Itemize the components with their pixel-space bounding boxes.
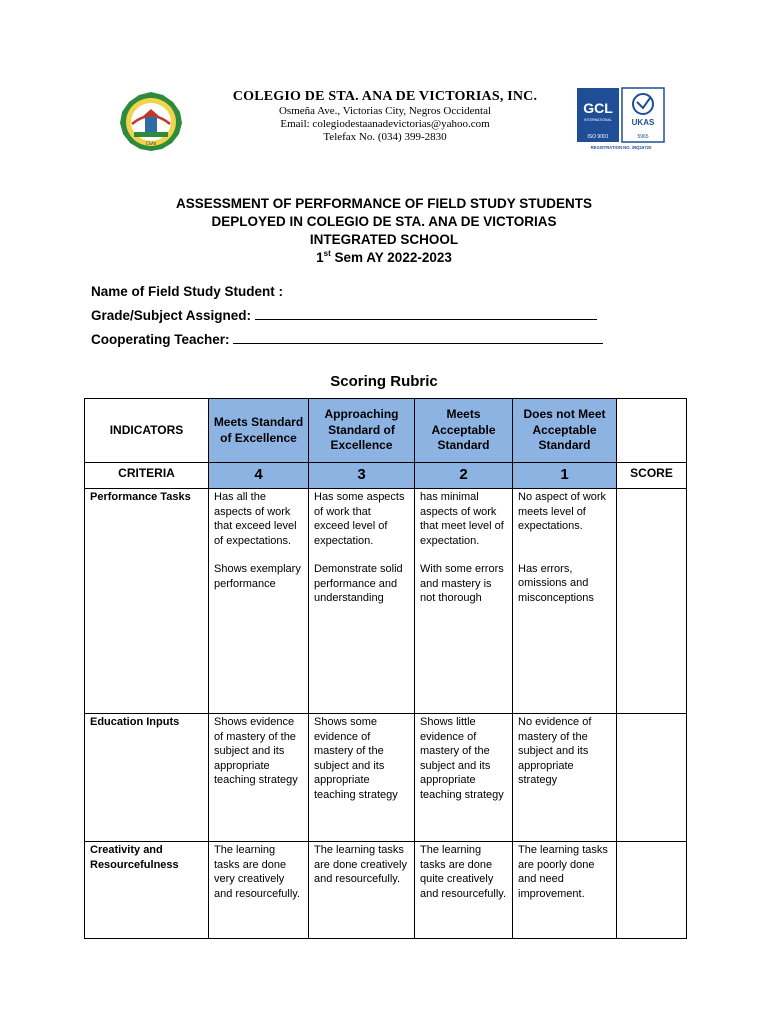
- semester-ordinal: st: [323, 249, 331, 258]
- rubric-row-creativity: [85, 842, 687, 939]
- gcl-text: GCL: [583, 100, 613, 116]
- level-2-header: Meets Acceptable Standard: [415, 399, 513, 463]
- descriptor-text: Shows exemplary performance: [214, 563, 301, 590]
- scoring-rubric-table: [84, 398, 687, 939]
- descriptor-cell: [209, 489, 309, 714]
- student-name-field[interactable]: [91, 282, 631, 306]
- score-input-cell[interactable]: [617, 489, 687, 714]
- level-3-header: Approaching Standard of Excellence: [309, 399, 415, 463]
- descriptor-text: With some errors and mastery is not thorough: [420, 563, 504, 604]
- points-3: 3: [309, 463, 415, 489]
- gcl-international-text: INTERNATIONAL: [584, 118, 612, 122]
- descriptor-text: Has all the aspects of work that exceed level of expectations.: [214, 491, 297, 547]
- registration-text: REGISTRATION NO. 39Q16720: [590, 145, 652, 150]
- semester-text: Sem AY 2022-2023: [330, 250, 452, 265]
- descriptor-text: has minimal aspects of work that meet level of expectation.: [420, 491, 504, 547]
- descriptor-text: Demonstrate solid performance and understanding: [314, 563, 403, 604]
- semester-number: 1: [316, 250, 324, 265]
- descriptor-cell: The learning tasks are done creatively and resourcefully.: [309, 842, 415, 939]
- descriptor-cell: No evidence of mastery of the subject and its appropriate strategy: [513, 714, 617, 842]
- cooperating-teacher-field[interactable]: [91, 330, 631, 354]
- school-seal-logo: [118, 90, 184, 152]
- level-1-header: Does not Meet Acceptable Standard: [513, 399, 617, 463]
- level-4-header: Meets Standard of Excellence: [209, 399, 309, 463]
- ukas-text: UKAS: [631, 118, 655, 127]
- grade-subject-blank-line[interactable]: [255, 308, 597, 320]
- descriptor-cell: [415, 489, 513, 714]
- school-email: Email: colegiodestaanadevictorias@yahoo.com: [280, 118, 490, 130]
- descriptor-cell: Shows evidence of mastery of the subject and its appropriate teaching strategy: [209, 714, 309, 842]
- title-line-1: ASSESSMENT OF PERFORMANCE OF FIELD STUDY STUDENTS: [175, 196, 593, 211]
- indicator-name: Performance Tasks: [85, 489, 209, 714]
- rubric-row-education-inputs: [85, 714, 687, 842]
- descriptor-text: Has errors, omissions and misconceptions: [518, 562, 594, 604]
- school-info: [190, 88, 580, 144]
- student-info-fields: [91, 282, 631, 354]
- indicator-name: Creativity and Resourcefulness: [85, 842, 209, 939]
- descriptor-cell: The learning tasks are done quite creatively and resourcefully.: [415, 842, 513, 939]
- letterhead: [0, 86, 768, 156]
- descriptor-cell: [309, 489, 415, 714]
- score-header: SCORE: [617, 463, 687, 489]
- school-address: Osmeña Ave., Victorias City, Negros Occidental: [278, 105, 492, 117]
- score-input-cell[interactable]: [617, 714, 687, 842]
- title-semester: [0, 249, 768, 267]
- cooperating-teacher-blank-line[interactable]: [233, 332, 603, 344]
- svg-text:CSAV: CSAV: [145, 141, 157, 146]
- descriptor-cell: The learning tasks are poorly done and need improvement.: [513, 842, 617, 939]
- grade-subject-label: Grade/Subject Assigned:: [91, 308, 255, 323]
- descriptor-text: Has some aspects of work that exceed level of expectation.: [314, 491, 405, 547]
- descriptor-cell: The learning tasks are done very creatively and resourcefully.: [209, 842, 309, 939]
- title-line-2: DEPLOYED IN COLEGIO DE STA. ANA DE VICTORIAS: [211, 214, 557, 229]
- header-score-blank: [617, 399, 687, 463]
- student-name-label: Name of Field Study Student :: [91, 284, 284, 299]
- indicator-name: Education Inputs: [85, 714, 209, 842]
- cooperating-teacher-label: Cooperating Teacher:: [91, 332, 234, 347]
- school-name: COLEGIO DE STA. ANA DE VICTORIAS, INC.: [232, 89, 538, 104]
- descriptor-cell: [513, 489, 617, 714]
- descriptor-cell: Shows little evidence of mastery of the subject and its appropriate teaching strategy: [415, 714, 513, 842]
- rubric-criteria-row: [85, 463, 687, 489]
- document-title: [0, 195, 768, 267]
- rubric-row-performance-tasks: [85, 489, 687, 714]
- title-line-3: INTEGRATED SCHOOL: [309, 232, 459, 247]
- descriptor-text: No aspect of work meets level of expectations.: [518, 491, 607, 532]
- rubric-header-row: [85, 399, 687, 463]
- iso-certification-logo: [576, 87, 666, 151]
- indicators-header: INDICATORS: [85, 399, 209, 463]
- grade-subject-field[interactable]: [91, 306, 631, 330]
- iso-text: ISO 9001: [587, 134, 609, 140]
- criteria-header: CRITERIA: [85, 463, 209, 489]
- points-1: 1: [513, 463, 617, 489]
- rubric-title: Scoring Rubric: [330, 373, 438, 390]
- school-telefax: Telefax No. (034) 399-2830: [323, 131, 447, 143]
- ukas-code-text: 5965: [637, 134, 649, 140]
- points-4: 4: [209, 463, 309, 489]
- points-2: 2: [415, 463, 513, 489]
- descriptor-cell: Shows some evidence of mastery of the subject and its appropriate teaching strategy: [309, 714, 415, 842]
- score-input-cell[interactable]: [617, 842, 687, 939]
